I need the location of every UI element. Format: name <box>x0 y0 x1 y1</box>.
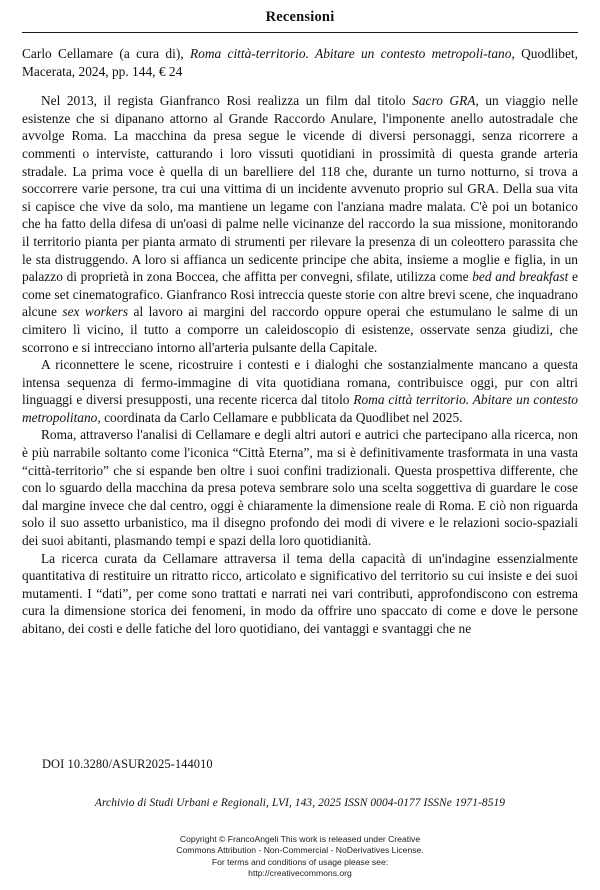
journal-citation: Archivio di Studi Urbani e Regionali, LVI, 143, 2025 ISSN 0004-0177 ISSNe 1971-8519 <box>94 797 506 809</box>
book-title: Roma città-territorio. Abitare un contesto metropoli-tano <box>189 46 512 61</box>
paragraph-4: La ricerca curata da Cellamare attraversa il tema della capacità di un'indagine essenzialmente quantitativa di restituire un ritratto ricco, articolato e significativo del territorio su cui insiste e dei suoi mutamenti. I “dati”, per come sono trattati e narrati nei vari contributi, approfondiscono con estrema cura la dimensione storica dei fenomeni, in modo da offrire uno spaccato di come e dove le persone abitano, dei costi e delle fatiche del loro quotidiano, dei vantaggi e svantaggi che ne <box>22 550 578 636</box>
book-publication-info: , Quodlibet, Macerata, 2024, pp. 144, € 24 <box>22 46 578 79</box>
copyright-line-2: Commons Attribution - Non-Commercial - NoDerivatives License. <box>176 845 424 856</box>
page-title: Recensioni <box>265 9 335 25</box>
copyright-line-3: For terms and conditions of usage please see: <box>211 856 389 867</box>
italic-phrase: bed and breakfast <box>472 269 569 285</box>
paragraph-3: Roma, attraverso l'analisi di Cellamare e degli altri autori e autrici che partecipano alla ricerca, non è più narrabile soltanto come l'iconica “Città Eterna”, ma si è definitivamente trasformata in una vasta “città-territorio” che si espande ben oltre i suoi confini tradizionali. Questa prospettiva differente, che con lo sguardo della macchina da presa poteva sembrare solo una scelta soggettiva di guardare le cose dal margine invece che dal centro, oggi è chiaramente la dimensione reale di Roma. E ciò non riguarda solo il suo assetto urbanistico, ma il disegno profondo dei modi di vivere e le relazioni socio-spaziali dei suoi abitanti, plasmando tempi e spazi della loro quotidianità. <box>22 427 578 549</box>
title-divider <box>22 32 578 33</box>
copyright-url: http://creativecommons.org <box>248 868 352 879</box>
paragraph-2: A riconnettere le scene, ricostruire i contesti e i dialoghi che sostanzialmente mancano a questa intensa sequenza di fermo-immagine di vita quotidiana romana, contribuisce oggi, pur con altri linguaggi e diversi presupposti, una recente ricerca dal titolo Roma città territorio. Abitare un contesto metropolitano, coordinata da Carlo Cellamare e pubblicata da Quodlibet nel 2025. <box>22 357 578 425</box>
document-body <box>22 45 578 638</box>
copyright-notice <box>22 834 578 880</box>
book-reference <box>22 45 578 80</box>
italic-phrase: Roma città territorio. Abitare un contesto metropolitano <box>22 392 578 425</box>
doi-line: DOI 10.3280/ASUR2025-144010 <box>42 757 213 771</box>
italic-phrase: sex workers <box>62 304 129 320</box>
book-editor: Carlo Cellamare (a cura di), <box>22 46 190 61</box>
copyright-line-1: Copyright © FrancoAngeli This work is released under Creative <box>179 834 421 844</box>
paragraph-1: Nel 2013, il regista Gianfranco Rosi realizza un film dal titolo Sacro GRA, un viaggio nelle esistenze che si dipanano attorno al Grande Raccordo Anulare, l'imponente anello autostradale che avvolge Roma. La macchina da presa segue le vicende di diversi personaggi, senza ricorrere a commenti o interviste, catturando i loro vissuti quotidiani in prossimità di questa grande arteria stradale. La prima voce è quella di un barelliere del 118 che, durante un turno notturno, si trova a soccorrere varie persone, tra cui una vittima di un incidente avvenuto proprio sul GRA. Della sua vita si capisce che vive da solo, ma mantiene un legame con l'anziana madre malata. C'è poi un botanico che ha fatto della difesa di un'oasi di palme nelle vicinanze del raccordo la sua missione, monitorando il territorio pianta per pianta armato di strumenti per rilevare la presenza di un coleottero parassita che le sta distruggendo. A loro si affianca un sedicente principe che abita, insieme a moglie e figlia, in un palazzo di proprietà in zona Boccea, che affitta per convegni, sfilate, utilizza come bed and breakfast e come set cinematografico. Gianfranco Rosi intreccia queste storie con altre brevi scene, che inquadrano alcune sex workers al lavoro ai margini del raccordo oppure operai che estumulano le salme di un cimitero lì vicino, il tutto a comporre un caleidoscopio di esistenze, osservate senza giudizi, che scorrono e si intrecciano intorno all'arteria pulsante della Capitale. <box>22 93 579 355</box>
italic-phrase: Sacro GRA <box>412 93 476 109</box>
